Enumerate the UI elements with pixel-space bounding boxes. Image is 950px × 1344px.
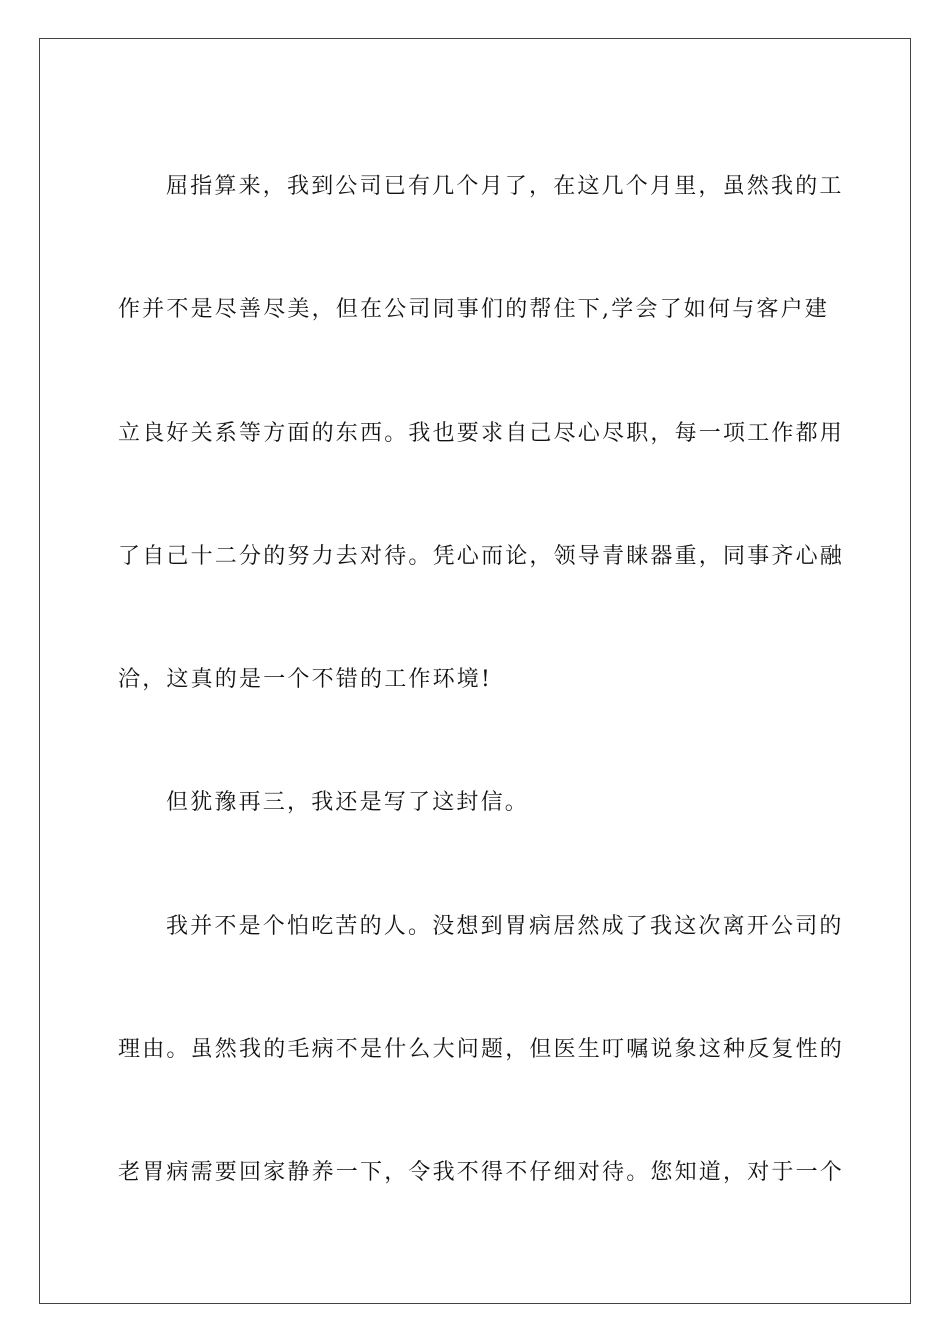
paragraph-2 [118, 741, 838, 864]
document-body [118, 125, 845, 1235]
paragraph-3 [118, 865, 845, 1235]
text-line: 我并不是个怕吃苦的人。没想到胃病居然成了我这次离开公司的 [166, 913, 844, 939]
text-line: 作并不是尽善尽美，但在公司同事们的帮住下,学会了如何与客户建 [118, 297, 829, 323]
text-line: 理由。虽然我的毛病不是什么大问题，但医生叮嘱说象这种反复性的 [118, 1037, 845, 1063]
text-line: 洽，这真的是一个不错的工作环境! [118, 667, 493, 693]
paragraph-1 [118, 125, 845, 741]
text-line: 但犹豫再三，我还是写了这封信。 [166, 790, 530, 816]
text-line: 屈指算来，我到公司已有几个月了，在这几个月里，虽然我的工 [166, 174, 844, 199]
text-line: 了自己十二分的努力去对待。凭心而论，领导青睐器重，同事齐心融 [118, 543, 845, 569]
text-line: 立良好关系等方面的东西。我也要求自己尽心尽职，每一项工作都用 [118, 420, 845, 446]
text-line: 老胃病需要回家静养一下，令我不得不仔细对待。您知道，对于一个 [118, 1160, 845, 1186]
